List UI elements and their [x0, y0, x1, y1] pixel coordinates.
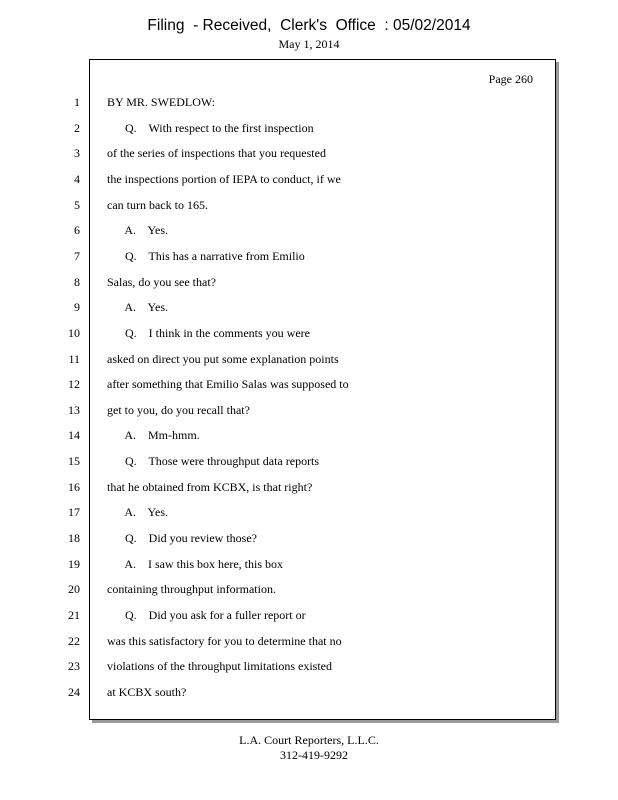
line-number: 22: [68, 634, 80, 648]
line-text: A. Yes.: [107, 223, 169, 237]
line-text: Q. Did you ask for a fuller report or: [107, 608, 306, 622]
line-text: that he obtained from KCBX, is that right?: [107, 480, 313, 494]
reporter-phone: 312-419-9292: [280, 748, 348, 762]
line-text: A. Mm-hmm.: [107, 428, 200, 442]
line-number: 16: [68, 480, 80, 494]
line-number: 15: [68, 454, 80, 468]
line-text: at KCBX south?: [107, 685, 187, 699]
line-number: 14: [68, 428, 80, 442]
line-number: 20: [68, 582, 80, 596]
line-text: Q. Those were throughput data reports: [107, 454, 320, 468]
line-number: 23: [68, 659, 80, 673]
line-text: A. I saw this box here, this box: [107, 557, 283, 571]
line-text: Q. I think in the comments you were: [107, 326, 310, 340]
line-text: Q. Did you review those?: [107, 531, 257, 545]
line-text: containing throughput information.: [107, 582, 276, 596]
page-number: Page 260: [488, 72, 533, 86]
line-number: 2: [74, 121, 80, 135]
transcript-date: May 1, 2014: [278, 37, 340, 51]
line-number: 6: [74, 223, 80, 237]
line-number: 24: [68, 685, 80, 699]
line-number: 11: [68, 352, 80, 366]
line-text: Q. This has a narrative from Emilio: [107, 249, 305, 263]
line-text: after something that Emilio Salas was supposed to: [107, 377, 349, 391]
line-number: 18: [68, 531, 80, 545]
line-number: 12: [68, 377, 80, 391]
line-number: 17: [68, 505, 80, 519]
line-number: 19: [68, 557, 80, 571]
line-number: 7: [74, 249, 80, 263]
line-text: Salas, do you see that?: [107, 275, 216, 289]
line-text: violations of the throughput limitations existed: [107, 659, 332, 673]
line-text: of the series of inspections that you requested: [107, 146, 326, 160]
line-text: the inspections portion of IEPA to conduct, if we: [107, 172, 341, 186]
line-text: was this satisfactory for you to determine that no: [107, 634, 342, 648]
line-number: 13: [68, 403, 80, 417]
line-number: 3: [74, 146, 80, 160]
line-text: Q. With respect to the first inspection: [107, 121, 314, 135]
line-text: A. Yes.: [107, 300, 169, 314]
line-number: 21: [68, 608, 80, 622]
reporter-company: L.A. Court Reporters, L.L.C.: [239, 733, 379, 747]
line-number: 1: [74, 95, 80, 109]
line-text: A. Yes.: [107, 505, 169, 519]
line-text: asked on direct you put some explanation points: [107, 352, 339, 366]
line-number: 9: [74, 300, 80, 314]
line-text: BY MR. SWEDLOW:: [107, 95, 216, 109]
line-text: can turn back to 165.: [107, 198, 208, 212]
line-number: 8: [74, 275, 80, 289]
filing-stamp: Filing - Received, Clerk's Office : 05/02/2014: [147, 17, 471, 34]
line-number: 10: [68, 326, 80, 340]
line-number: 4: [74, 172, 80, 186]
line-number: 5: [74, 198, 80, 212]
line-text: get to you, do you recall that?: [107, 403, 250, 417]
